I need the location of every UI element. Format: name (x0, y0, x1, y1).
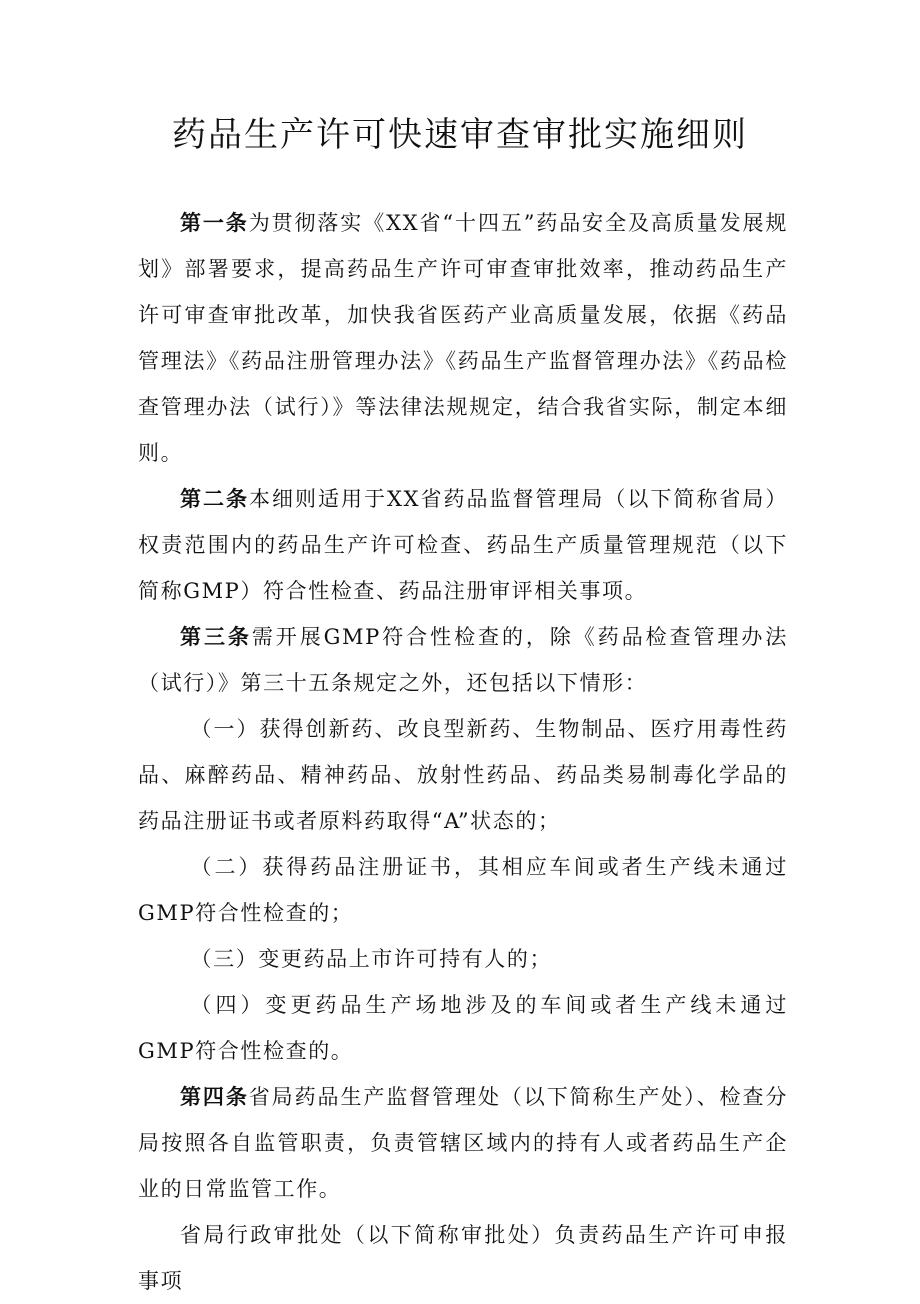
article-4-continuation: 省局行政审批处（以下简称审批处）负责药品生产许可申报事项 (138, 1223, 788, 1293)
article-3 (138, 614, 788, 706)
article-2 (138, 476, 788, 614)
article-4-text: 省局药品生产监督管理处（以下简称生产处）、检查分局按照各自监管职责，负责管辖区域内的持有人或者药品生产企业的日常监管工作。 (138, 1085, 788, 1201)
article-3-item-1: （一）获得创新药、改良型新药、生物制品、医疗用毒性药品、麻醉药品、精神药品、放射性药品、药品类易制毒化学品的药品注册证书或者原料药取得“A”状态的； (138, 717, 788, 833)
article-1 (138, 200, 788, 476)
article-2-label: 第二条 (180, 486, 249, 511)
article-2-text: 本细则适用于XX省药品监督管理局（以下简称省局）权责范围内的药品生产许可检查、药品生产质量管理规范（以下简称GMP）符合性检查、药品注册审评相关事项。 (138, 487, 788, 603)
article-3-item-3: （三）变更药品上市许可持有人的； (190, 947, 553, 971)
article-3-label: 第三条 (180, 624, 252, 649)
article-3-item-4: （四）变更药品生产场地涉及的车间或者生产线未通过GMP符合性检查的。 (138, 993, 788, 1063)
document-title: 药品生产许可快速审查审批实施细则 (172, 115, 748, 155)
article-1-label: 第一条 (180, 210, 249, 235)
article-4 (138, 1074, 788, 1212)
article-1-text: 为贯彻落实《XX省“十四五”药品安全及高质量发展规划》部署要求，提高药品生产许可审查审批效率，推动药品生产许可审查审批改革，加快我省医药产业高质量发展，依据《药品管理法》《药品注册管理办法》《药品生产监督管理办法》《药品检查管理办法（试行）》等法律法规规定，结合我省实际，制定本细则。 (138, 211, 788, 465)
article-3-text: 需开展GMP符合性检查的，除《药品检查管理办法（试行）》第三十五条规定之外，还包括以下情形： (138, 625, 788, 695)
article-4-label: 第四条 (180, 1084, 249, 1109)
document-body (138, 200, 788, 1304)
article-3-item-2: （二）获得药品注册证书，其相应车间或者生产线未通过GMP符合性检查的； (138, 855, 788, 925)
